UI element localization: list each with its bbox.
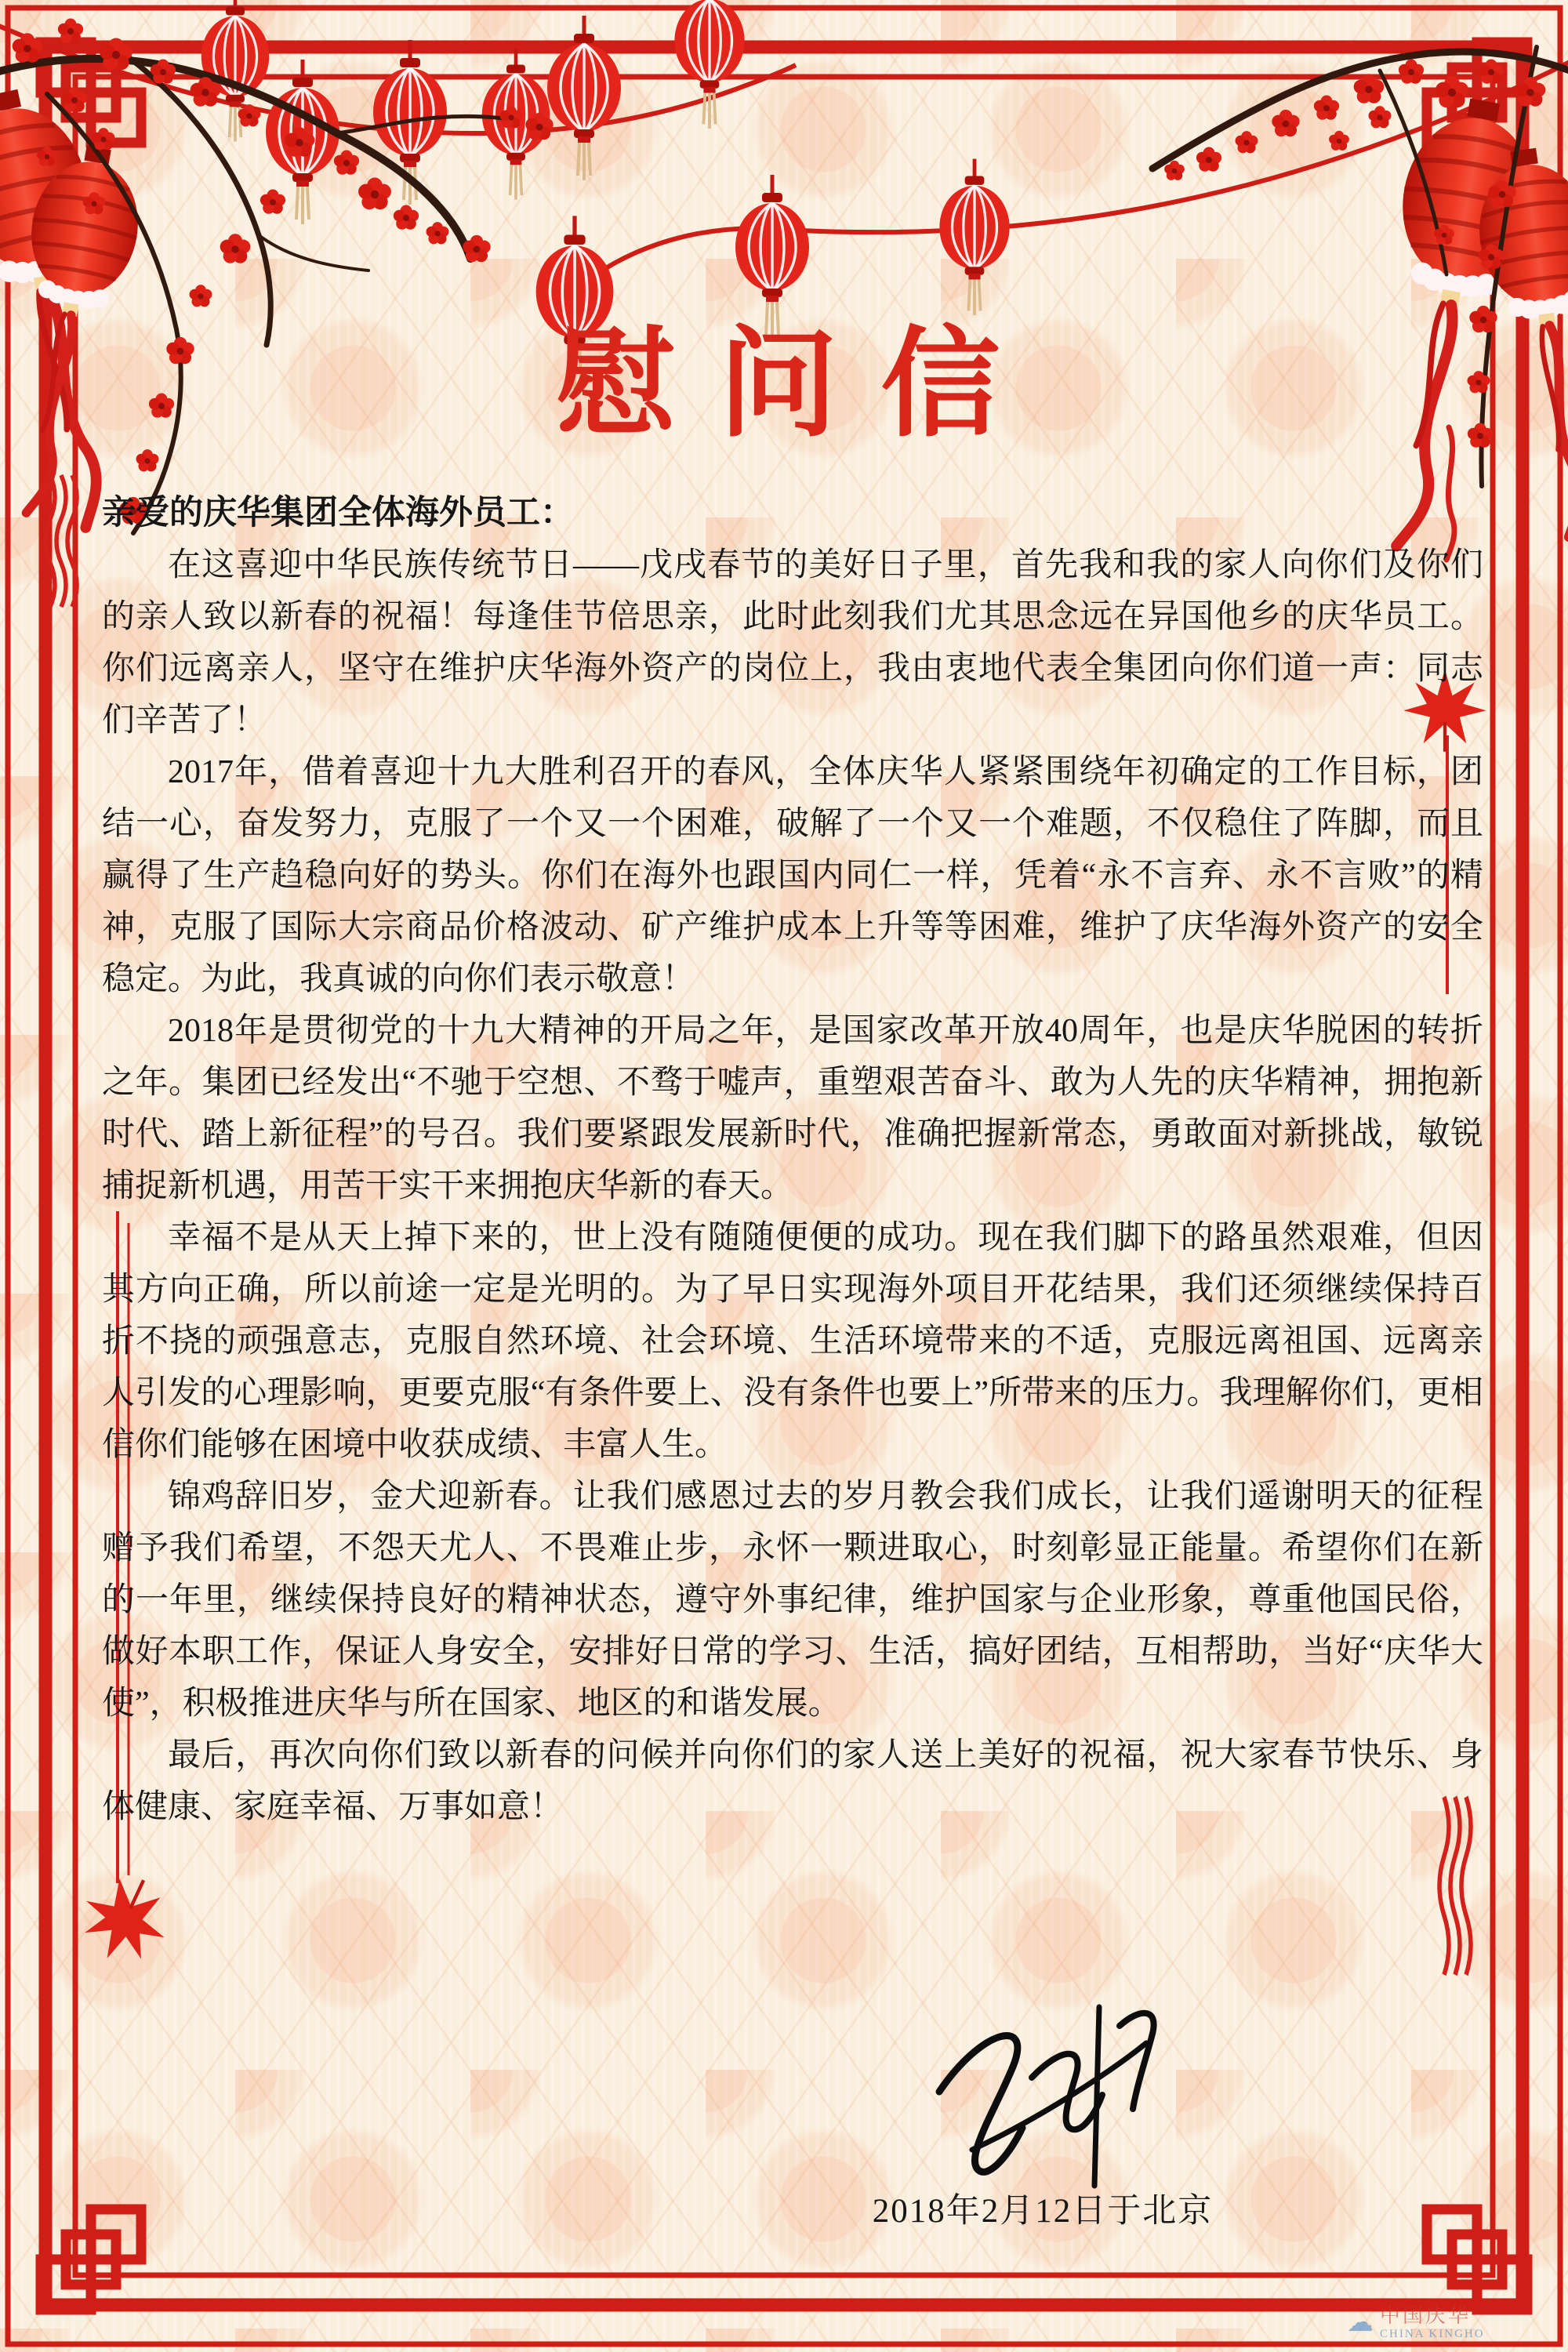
paragraphs xyxy=(102,539,1483,1833)
date-line: 2018年2月12日于北京 xyxy=(872,2193,1214,2230)
big-lantern-left xyxy=(0,79,157,539)
page-title: 慰问信 xyxy=(556,319,1044,451)
watermark xyxy=(1347,2305,1485,2340)
watermark-en: CHINA KINGHO xyxy=(1380,2327,1485,2340)
salutation: 亲爱的庆华集团全体海外员工： xyxy=(102,495,574,532)
paragraph: 2018年是贯彻党的十九大精神的开局之年，是国家改革开放40周年，也是庆华脱困的转折之年。集团已经发出“不驰于空想、不骛于嘘声，重塑艰苦奋斗、敢为人先的庆华精神，拥抱新时代、踏上新征程”的号召。我们要紧跟发展新时代，准确把握新常态，勇敢面对新挑战，敏锐捕捉新机遇，用苦干实干来拥抱庆华新的春天。 xyxy=(102,1013,1483,1204)
signature xyxy=(939,2007,1154,2186)
paragraph: 在这喜迎中华民族传统节日——戊戌春节的美好日子里，首先我和我的家人向你们及你们的亲人致以新春的祝福！每逢佳节倍思亲，此时此刻我们尤其思念远在异国他乡的庆华员工。你们远离亲人，坚守在维护庆华海外资产的岗位上，我由衷地代表全集团向你们道一声：同志们辛苦了！ xyxy=(102,547,1483,739)
paragraph: 锦鸡辞旧岁，金犬迎新春。让我们感恩过去的岁月教会我们成长，让我们遥谢明天的征程赠予我们希望，不怨天尤人、不畏难止步，永怀一颗进取心，时刻彰显正能量。希望你们在新的一年里，继续保持良好的精神状态，遵守外事纪律，维护国家与企业形象，尊重他国民俗，做好本职工作，保证人身安全，安排好日常的学习、生活，搞好团结，互相帮助，当好“庆华大使”，积极推进庆华与所在国家、地区的和谐发展。 xyxy=(102,1479,1483,1722)
watermark-cn: 中国庆华 xyxy=(1380,2304,1472,2327)
paragraph: 2017年，借着喜迎十九大胜利召开的春风，全体庆华人紧紧围绕年初确定的工作目标，团结一心，奋发努力，克服了一个又一个困难，破解了一个又一个难题，不仅稳住了阵脚，而且赢得了生产趋稳向好的势头。你们在海外也跟国内同仁一样，凭着“永不言弃、永不言败”的精神，克服了国际大宗商品价格波动、矿产维护成本上升等等困难，维护了庆华海外资产的安全稳定。为此，我真诚的向你们表示敬意！ xyxy=(102,754,1483,997)
paragraph: 最后，再次向你们致以新春的问候并向你们的家人送上美好的祝福，祝大家春节快乐、身体健康、家庭幸福、万事如意！ xyxy=(102,1737,1483,1825)
letter-body xyxy=(102,488,1483,1833)
cloud-logo-icon: ☁ xyxy=(1347,2307,1374,2337)
paragraph: 幸福不是从天上掉下来的，世上没有随随便便的成功。现在我们脚下的路虽然艰难，但因其方向正确，所以前途一定是光明的。为了早日实现海外项目开花结果，我们还须继续保持百折不挠的顽强意志，克服自然环境、社会环境、生活环境带来的不适，克服远离祖国、远离亲人引发的心理影响，更要克服“有条件要上、没有条件也要上”所带来的压力。我理解你们，更相信你们能够在困境中收获成绩、丰富人生。 xyxy=(102,1220,1483,1463)
